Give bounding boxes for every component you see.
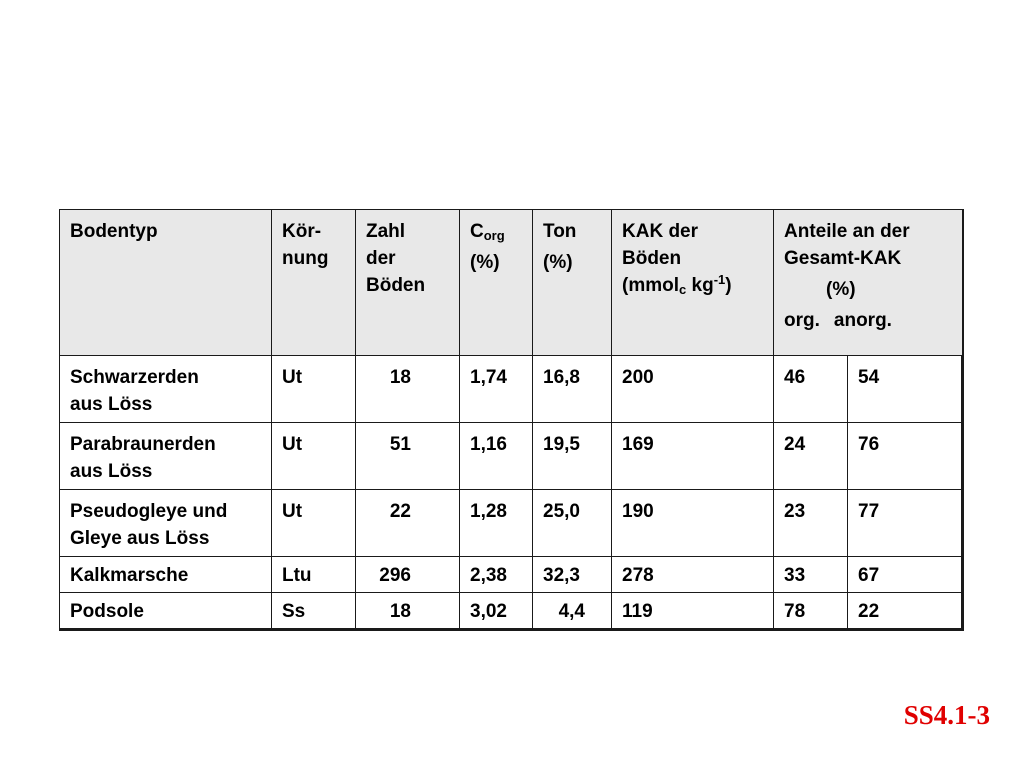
cell-kak: 169 [612, 423, 774, 490]
cell-anorg: 77 [848, 490, 963, 557]
header-corg: $C_{org}$ (%) [460, 210, 533, 356]
header-ton: Ton (%) [533, 210, 612, 356]
cell-org: 24 [774, 423, 848, 490]
cell-bodentyp: Pseudogleye und Gleye aus Löss [60, 490, 272, 557]
cell-anorg: 76 [848, 423, 963, 490]
cell-ton: 4,4 [533, 593, 612, 629]
table-row [60, 593, 963, 629]
header-bodentyp: Bodentyp [60, 210, 272, 356]
cell-zahl: 18 [356, 356, 460, 423]
cell-koernung: Ut [272, 356, 356, 423]
cell-zahl: 296 [356, 557, 460, 593]
cell-corg: 2,38 [460, 557, 533, 593]
table-row [60, 490, 963, 557]
cell-ton: 32,3 [533, 557, 612, 593]
cell-corg: 1,16 [460, 423, 533, 490]
header-koernung: Kör- nung [272, 210, 356, 356]
cell-bodentyp: Kalkmarsche [60, 557, 272, 593]
cell-org: 78 [774, 593, 848, 629]
cell-ton: 19,5 [533, 423, 612, 490]
cell-org: 33 [774, 557, 848, 593]
cell-kak: 278 [612, 557, 774, 593]
cell-bodentyp: Schwarzerden aus Löss [60, 356, 272, 423]
cell-zahl: 51 [356, 423, 460, 490]
cell-bodentyp: Parabraunerden aus Löss [60, 423, 272, 490]
cell-ton: 25,0 [533, 490, 612, 557]
cell-corg: 3,02 [460, 593, 533, 629]
cell-org: 23 [774, 490, 848, 557]
cell-ton: 16,8 [533, 356, 612, 423]
cell-kak: 190 [612, 490, 774, 557]
cell-corg: 1,28 [460, 490, 533, 557]
cell-corg: 1,74 [460, 356, 533, 423]
cell-anorg: 54 [848, 356, 963, 423]
soil-data-table [59, 209, 963, 629]
cell-koernung: Ut [272, 423, 356, 490]
cell-anorg: 67 [848, 557, 963, 593]
table-header-row [60, 210, 963, 356]
cell-kak: 200 [612, 356, 774, 423]
header-zahl: Zahl der Böden [356, 210, 460, 356]
table-row [60, 356, 963, 423]
cell-bodentyp: Podsole [60, 593, 272, 629]
cell-org: 46 [774, 356, 848, 423]
cell-koernung: Ut [272, 490, 356, 557]
cell-zahl: 18 [356, 593, 460, 629]
cell-kak: 119 [612, 593, 774, 629]
cell-koernung: Ss [272, 593, 356, 629]
cell-koernung: Ltu [272, 557, 356, 593]
cell-anorg: 22 [848, 593, 963, 629]
table-row [60, 557, 963, 593]
table-row [60, 423, 963, 490]
header-anteile: Anteile an der Gesamt-KAK (%) org. anorg. [774, 210, 963, 356]
cell-zahl: 22 [356, 490, 460, 557]
header-kak: KAK der Böden (mmol$_c$ $kg^{-1}$) [612, 210, 774, 356]
slide-number-label: SS4.1-3 [903, 700, 990, 730]
